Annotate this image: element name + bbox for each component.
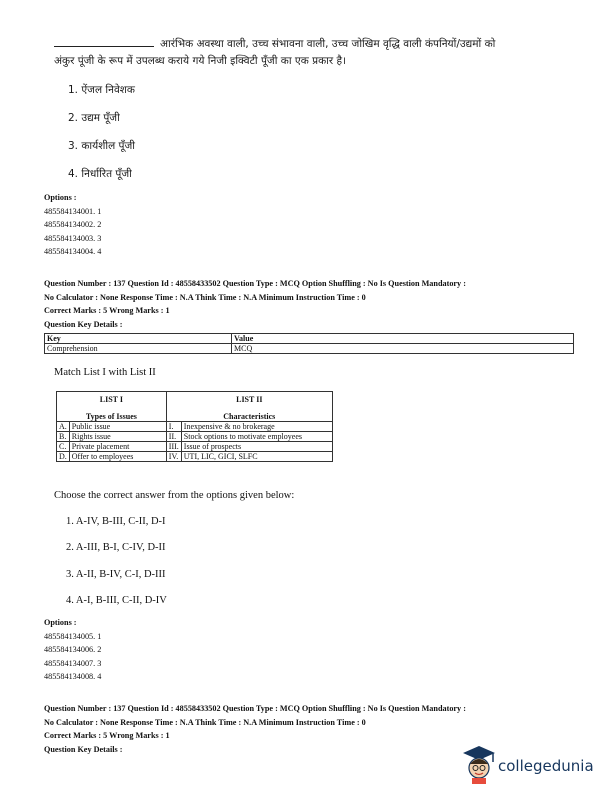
q136-stem-line2: अंकुर पूंजी के रूप में उपलब्ध कराये गये निजी इक्विटी पूँजी का एक प्रकार है। xyxy=(54,55,347,67)
option-id: 485584134002. 2 xyxy=(44,220,102,230)
option-id: 485584134003. 3 xyxy=(44,233,102,243)
q136-stem xyxy=(54,36,574,70)
q136-choice-3: 3. कार्यशील पूँजी xyxy=(68,140,136,152)
q137-options xyxy=(44,616,101,684)
collegedunia-watermark xyxy=(462,744,610,784)
value-cell: MCQ xyxy=(232,344,574,354)
list1-text: Offer to employees xyxy=(69,452,166,462)
table-row xyxy=(57,442,333,452)
options-label: Options : xyxy=(44,193,77,202)
match-prompt: Match List I with List II xyxy=(54,367,156,378)
q137-repeat-key-details-label: Question Key Details : xyxy=(44,744,123,754)
q137-meta-line1: Question Number : 137 Question Id : 48558433502 Question Type : MCQ Option Shuffling : No Is Question Mandatory : xyxy=(44,279,466,288)
list-title-row xyxy=(57,392,333,413)
option-id: 485584134006. 2 xyxy=(44,645,102,655)
q136-options xyxy=(44,191,101,259)
key-table-header-row xyxy=(45,334,574,344)
list2-text: UTI, LIC, GICI, SLFC xyxy=(181,452,332,462)
option-id: 485584134001. 1 xyxy=(44,206,102,216)
table-row xyxy=(57,432,333,442)
q136-choice-1: 1. ऐंजल निवेशक xyxy=(68,84,135,96)
q136-stem-line1: आरंभिक अवस्था वाली, उच्च संभावना वाली, उच्च जोखिम वृद्धि वाली कंपनियों/उद्यमों को xyxy=(54,36,574,53)
graduate-mascot-icon xyxy=(462,744,496,784)
list1-subtitle: Types of Issues xyxy=(57,412,167,422)
list1-letter: A. xyxy=(57,422,70,432)
q137-meta-line2: No Calculator : None Response Time : N.A Think Time : N.A Minimum Instruction Time : 0 xyxy=(44,292,366,302)
list2-numeral: III. xyxy=(166,442,181,452)
key-details-table xyxy=(44,333,574,354)
table-row xyxy=(57,452,333,462)
q137-choice-1: 1. A-IV, B-III, C-II, D-I xyxy=(66,516,166,527)
q137-key-details-label: Question Key Details : xyxy=(44,319,123,329)
q137-choice-3: 3. A-II, B-IV, C-I, D-III xyxy=(66,569,166,580)
list2-text: Stock options to motivate employees xyxy=(181,432,332,442)
q137-marks: Correct Marks : 5 Wrong Marks : 1 xyxy=(44,306,170,316)
list2-text: Inexpensive & no brokerage xyxy=(181,422,332,432)
key-header: Key xyxy=(45,334,232,344)
q137-choice-2: 2. A-III, B-I, C-IV, D-II xyxy=(66,542,166,553)
list1-text: Private placement xyxy=(69,442,166,452)
list2-title: LIST II xyxy=(166,392,332,413)
list1-letter: D. xyxy=(57,452,70,462)
list-subtitle-row xyxy=(57,412,333,422)
q137-repeat-meta-line1: Question Number : 137 Question Id : 48558433502 Question Type : MCQ Option Shuffling : No Is Question Mandatory : xyxy=(44,704,466,713)
list1-letter: B. xyxy=(57,432,70,442)
key-cell: Comprehension xyxy=(45,344,232,354)
q137-repeat-meta-line2: No Calculator : None Response Time : N.A Think Time : N.A Minimum Instruction Time : 0 xyxy=(44,717,366,727)
option-id: 485584134004. 4 xyxy=(44,247,102,257)
list2-numeral: IV. xyxy=(166,452,181,462)
options-label: Options : xyxy=(44,618,77,627)
q137-meta xyxy=(44,277,604,331)
q137-choice-4: 4. A-I, B-III, C-II, D-IV xyxy=(66,595,167,606)
option-id: 485584134007. 3 xyxy=(44,658,102,668)
match-list-table xyxy=(56,391,333,462)
collegedunia-brand-text: collegedunia xyxy=(498,757,594,775)
table-row xyxy=(45,344,574,354)
list2-subtitle: Characteristics xyxy=(166,412,332,422)
list2-text: Issue of prospects xyxy=(181,442,332,452)
list1-text: Public issue xyxy=(69,422,166,432)
q136-choice-4: 4. निर्धारित पूँजी xyxy=(68,168,132,180)
value-header: Value xyxy=(232,334,574,344)
list1-text: Rights issue xyxy=(69,432,166,442)
table-row xyxy=(57,422,333,432)
answer-blank xyxy=(54,36,154,47)
option-id: 485584134005. 1 xyxy=(44,631,102,641)
list1-title: LIST I xyxy=(57,392,167,413)
q137-repeat-marks: Correct Marks : 5 Wrong Marks : 1 xyxy=(44,731,170,741)
list2-numeral: I. xyxy=(166,422,181,432)
instruction-text: Choose the correct answer from the options given below: xyxy=(54,490,295,501)
list2-numeral: II. xyxy=(166,432,181,442)
option-id: 485584134008. 4 xyxy=(44,672,102,682)
q136-choice-2: 2. उद्यम पूँजी xyxy=(68,112,120,124)
list1-letter: C. xyxy=(57,442,70,452)
